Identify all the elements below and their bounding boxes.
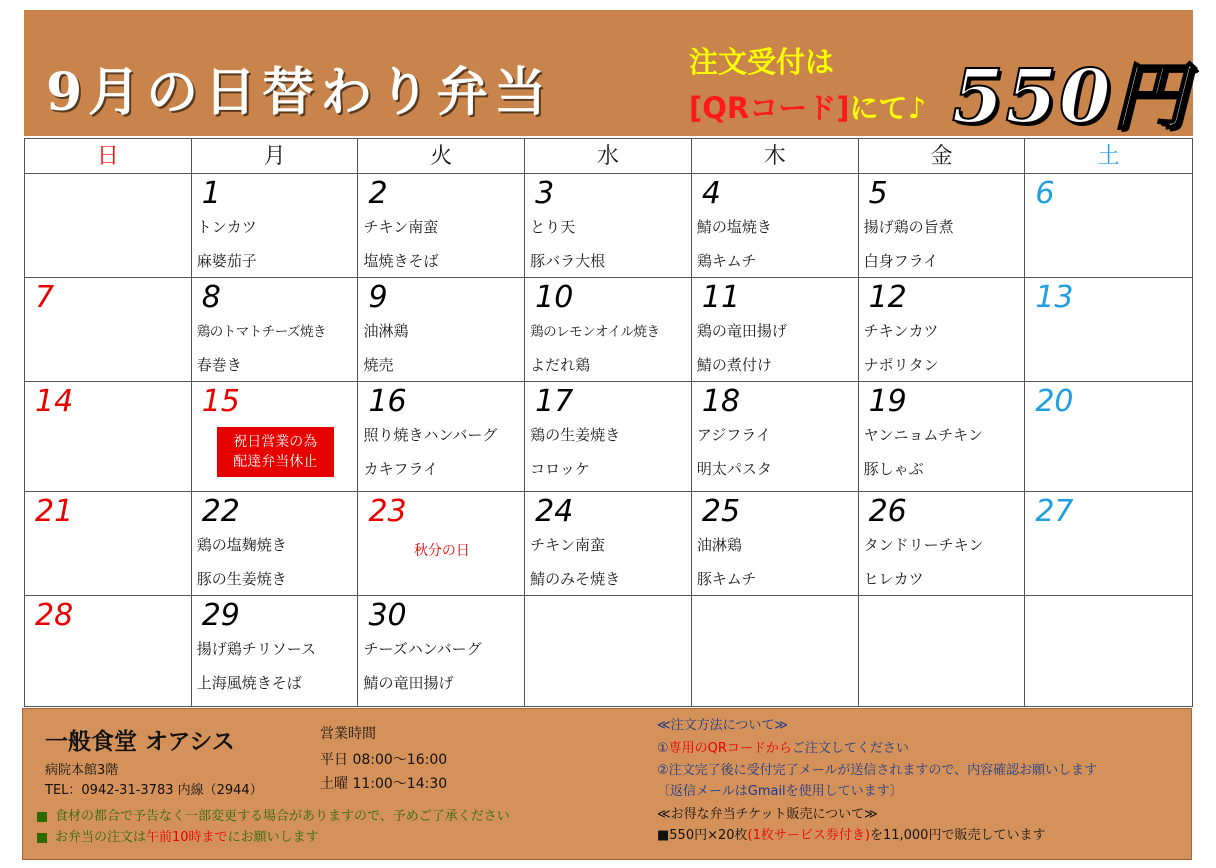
calendar-week-row (25, 492, 1192, 596)
day-number: 27 (1035, 494, 1074, 529)
bullet-square-icon (37, 812, 47, 822)
hours-saturday: 土曜 11:00～14:30 (320, 776, 448, 792)
weekday-header: 水 (525, 139, 692, 174)
footer-info (22, 708, 1192, 860)
note-deadline-a: お弁当の注文は (55, 830, 147, 845)
calendar-day-cell (692, 278, 859, 381)
bullet-square-icon (37, 833, 47, 843)
menu-item: チキンカツ (863, 322, 939, 340)
menu-item: ヒレカツ (863, 570, 924, 588)
menu-calendar (24, 138, 1193, 707)
menu-item: 鶏の竜田揚げ (696, 322, 787, 340)
menu-item: 油淋鶏 (696, 536, 742, 554)
menu-item: 焼売 (363, 356, 394, 374)
qr-code-label: [QRコード] (689, 91, 850, 125)
menu-item: 鶏キムチ (696, 252, 757, 270)
menu-item: チーズハンバーグ (363, 640, 482, 658)
note-ingredients-text: 食材の都合で予告なく一部変更する場合がありますので、予めご了承ください (55, 809, 510, 824)
order-step2: ②注文完了後に受付完了メールが送信されますので、内容確認お願いします (657, 763, 1098, 778)
calendar-day-cell (192, 278, 359, 381)
menu-item: トンカツ (196, 218, 257, 236)
calendar-day-cell (1025, 596, 1192, 706)
notice-line2: 配達弁当休止 (233, 454, 318, 470)
day-number: 26 (868, 494, 907, 529)
day-number: 20 (1035, 384, 1074, 419)
menu-item: チキン南蛮 (530, 536, 606, 554)
step1-text: ご注文してください (791, 741, 909, 756)
header-banner (24, 10, 1193, 140)
weekday-header-row (25, 139, 1192, 174)
day-number: 15 (201, 384, 240, 419)
menu-item: 揚げ鶏の旨煮 (863, 218, 954, 236)
hours-weekday: 平日 08:00～16:00 (320, 752, 448, 768)
ticket-desc (657, 824, 1045, 843)
calendar-day-cell (192, 596, 359, 706)
notice-line1: 祝日営業の為 (233, 434, 318, 450)
order-info-line1: 注文受付は (689, 45, 835, 79)
delivery-closed-notice (217, 427, 334, 477)
menu-item: 照り焼きハンバーグ (363, 426, 498, 444)
calendar-week-row (25, 174, 1192, 278)
weekday-header: 日 (25, 139, 192, 174)
calendar-day-cell (859, 174, 1026, 277)
menu-item: 豚バラ大根 (530, 252, 606, 270)
day-number: 14 (35, 384, 74, 419)
calendar-week-row (25, 278, 1192, 382)
calendar-day-cell (692, 382, 859, 491)
menu-item: 塩焼きそば (363, 252, 439, 270)
day-number: 10 (535, 280, 574, 315)
day-number: 29 (201, 598, 240, 633)
hours-title: 営業時間 (320, 726, 376, 742)
calendar-day-cell (358, 596, 525, 706)
day-number: 23 (368, 494, 407, 529)
calendar-day-cell (358, 382, 525, 491)
day-number: 22 (201, 494, 240, 529)
menu-item: 鯖のみそ焼き (530, 570, 621, 588)
ticket-bonus: (1枚サービス券付き) (747, 828, 870, 843)
day-number: 13 (1035, 280, 1074, 315)
weekday-header: 火 (358, 139, 525, 174)
calendar-day-cell (525, 596, 692, 706)
menu-item: ヤンニョムチキン (863, 426, 983, 444)
shop-name: 一般食堂 オアシス (45, 729, 235, 755)
menu-item: アジフライ (696, 426, 771, 444)
menu-item: ナポリタン (863, 356, 939, 374)
day-number: 7 (35, 280, 55, 315)
calendar-day-cell (859, 278, 1026, 381)
calendar-day-cell (525, 492, 692, 595)
menu-item: 豚しゃぶ (863, 460, 924, 478)
menu-item: 麻婆茄子 (196, 252, 257, 270)
menu-item: 鯖の煮付け (696, 356, 772, 374)
calendar-day-cell (1025, 382, 1192, 491)
menu-item: カキフライ (363, 460, 438, 478)
day-number: 25 (701, 494, 741, 529)
menu-item: 春巻き (196, 356, 242, 374)
day-number: 28 (35, 598, 74, 633)
calendar-day-cell (1025, 492, 1192, 595)
calendar-day-cell (859, 492, 1026, 595)
calendar-day-cell (859, 382, 1026, 491)
calendar-day-cell (25, 492, 192, 595)
calendar-day-cell (192, 492, 359, 595)
day-number: 21 (35, 494, 74, 529)
day-number: 19 (868, 384, 907, 419)
menu-item: 鶏のレモンオイル焼き (530, 324, 660, 340)
weekday-header: 金 (859, 139, 1026, 174)
note-deadline-time: 午前10時まで (146, 830, 228, 845)
calendar-day-cell (1025, 174, 1192, 277)
calendar-day-cell (192, 174, 359, 277)
day-number: 12 (868, 280, 907, 315)
weekday-header: 月 (192, 139, 359, 174)
day-number: 18 (701, 384, 741, 419)
calendar-day-cell (525, 278, 692, 381)
ticket-price: ■550円×20枚 (657, 828, 748, 843)
weekday-header: 土 (1097, 144, 1120, 169)
menu-item: 鶏の塩麹焼き (196, 536, 287, 554)
calendar-day-cell (525, 174, 692, 277)
day-number: 11 (701, 280, 741, 315)
day-number: 6 (1035, 176, 1055, 211)
day-number: 16 (368, 384, 407, 419)
calendar-day-cell (25, 382, 192, 491)
shop-tel: TEL：0942-31-3783 内線（2944） (45, 783, 263, 798)
day-number: 24 (535, 494, 574, 529)
calendar-day-cell (692, 174, 859, 277)
menu-item: 白身フライ (863, 252, 939, 270)
note-deadline-c: にお願いします (227, 830, 319, 845)
day-number: 1 (201, 176, 221, 211)
menu-item: コロッケ (530, 460, 590, 478)
menu-item: 鯖の塩焼き (696, 218, 772, 236)
step1-qr: 専用のQRコードから (668, 741, 792, 756)
menu-item: 鶏のトマトチーズ焼き (196, 324, 327, 340)
menu-item: チキン南蛮 (363, 218, 439, 236)
calendar-day-cell (692, 492, 859, 595)
calendar-day-cell (358, 278, 525, 381)
order-suffix: にて♪ (849, 91, 927, 125)
calendar-day-cell (859, 596, 1026, 706)
menu-item: とり天 (530, 218, 576, 236)
calendar-day-cell (1025, 278, 1192, 381)
calendar-week-row (25, 382, 1192, 492)
ticket-total: を11,000円で販売しています (869, 828, 1046, 843)
order-method-title: ≪注文方法について≫ (657, 718, 788, 733)
ticket-title: ≪お得な弁当チケット販売について≫ (657, 807, 878, 822)
day-number: 4 (701, 176, 721, 211)
calendar-day-cell (25, 278, 192, 381)
menu-item: 油淋鶏 (363, 322, 409, 340)
calendar-day-cell (192, 382, 359, 491)
menu-item: 豚キムチ (696, 570, 757, 588)
note-ingredients (37, 805, 510, 824)
note-order-deadline (37, 826, 319, 845)
calendar-day-cell (358, 174, 525, 277)
menu-item: よだれ鶏 (530, 356, 591, 374)
weekday-header: 木 (692, 139, 859, 174)
step1-number: ① (657, 741, 669, 756)
menu-item: 鯖の竜田揚げ (363, 674, 454, 692)
day-number: 9 (368, 280, 388, 315)
price-label: 550円 (952, 54, 1189, 140)
menu-item: タンドリーチキン (863, 536, 984, 554)
menu-item: 揚げ鶏チリソース (196, 640, 316, 658)
order-step3: 〔返信メールはGmailを使用しています〕 (657, 784, 903, 799)
day-number: 17 (535, 384, 574, 419)
calendar-day-cell (525, 382, 692, 491)
menu-item: 上海風焼きそば (196, 674, 302, 692)
calendar-day-cell (25, 596, 192, 706)
menu-item: 鶏の生姜焼き (530, 426, 621, 444)
order-step1 (657, 737, 909, 756)
shop-location: 病院本館3階 (45, 763, 119, 778)
day-number: 30 (368, 598, 407, 633)
calendar-day-cell (692, 596, 859, 706)
calendar-day-cell (25, 174, 192, 277)
order-info-line2 (689, 86, 926, 127)
holiday-name: 秋分の日 (413, 543, 470, 559)
calendar-week-row (25, 596, 1192, 706)
day-number: 3 (535, 176, 555, 211)
day-number: 5 (868, 176, 888, 211)
calendar-day-cell (358, 492, 525, 595)
menu-item: 豚の生姜焼き (196, 570, 287, 588)
menu-item: 明太パスタ (696, 460, 772, 478)
day-number: 8 (201, 280, 221, 315)
page-title: 9月の日替わり弁当 (46, 62, 553, 123)
day-number: 2 (368, 176, 388, 211)
